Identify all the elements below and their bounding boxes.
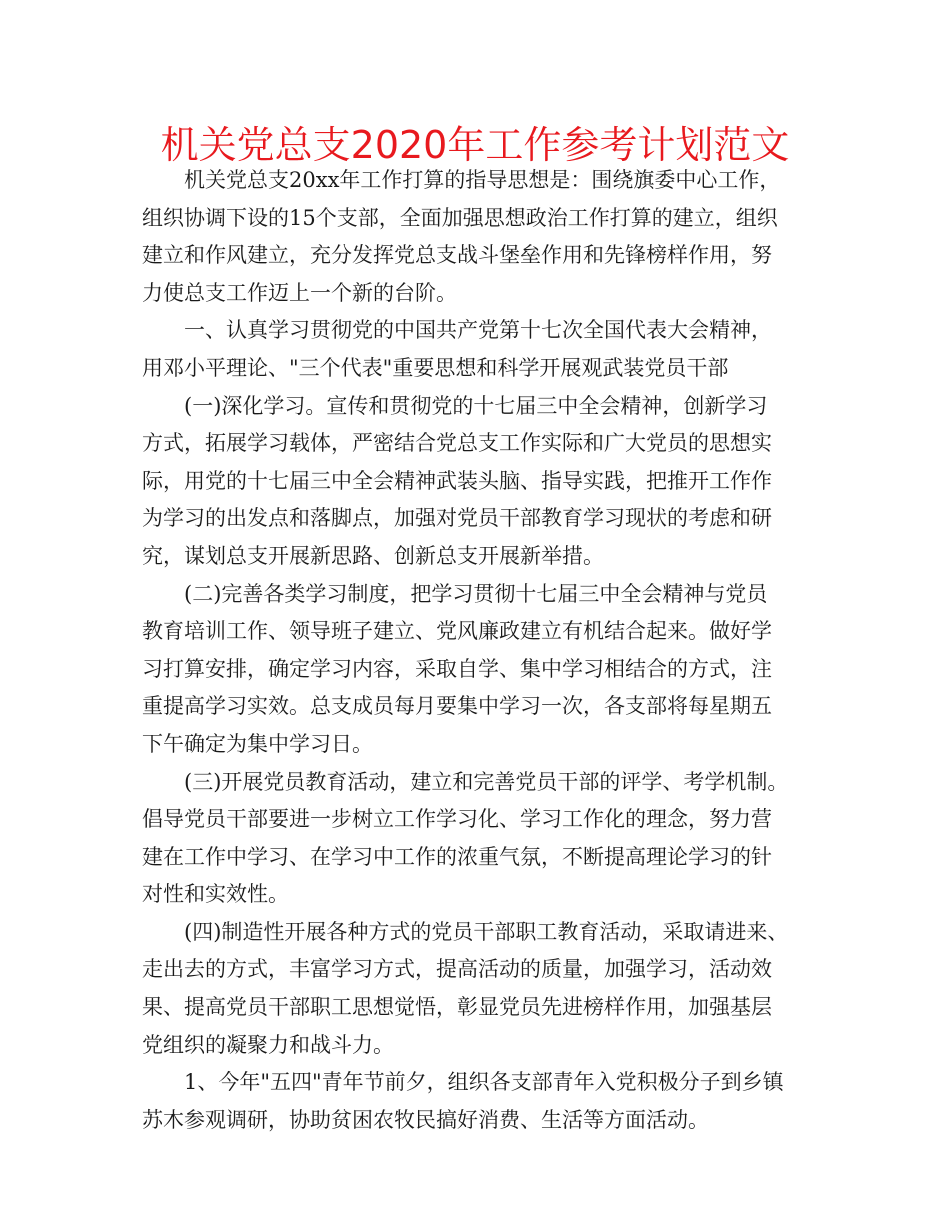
text-line: 组织协调下设的15个支部，全面加强思想政治工作打算的建立，组织 — [142, 205, 778, 230]
text-line: 果、提高党员干部职工思想觉悟，彰显党员先进榜样作用，加强基层 — [142, 995, 772, 1020]
text-line: 建在工作中学习、在学习中工作的浓重气氛，不断提高理论学习的针 — [142, 844, 772, 869]
paragraph-item-three — [142, 764, 822, 914]
text-line: 习打算安排，确定学习内容，采取自学、集中学习相结合的方式，注 — [142, 656, 772, 681]
text-line: (一)深化学习。宣传和贯彻党的十七届三中全会精神，创新学习 — [184, 393, 768, 418]
text-line: 方式，拓展学习载体，严密结合党总支工作实际和广大党员的思想实 — [142, 431, 772, 456]
text-line: (二)完善各类学习制度，把学习贯彻十七届三中全会精神与党员 — [184, 581, 768, 606]
paragraph-item-two — [142, 576, 822, 764]
paragraph-guiding-thought — [142, 162, 822, 312]
text-line: 教育培训工作、领导班子建立、党风廉政建立有机结合起来。做好学 — [142, 619, 772, 644]
text-line: 苏木参观调研，协助贫困农牧民搞好消费、生活等方面活动。 — [142, 1107, 709, 1132]
text-line: 党组织的凝聚力和战斗力。 — [142, 1032, 394, 1057]
text-line: 际，用党的十七届三中全会精神武装头脑、指导实践，把推开工作作 — [142, 468, 772, 493]
paragraph-section-one-heading — [142, 312, 822, 387]
text-line: (四)制造性开展各种方式的党员干部职工教育活动，采取请进来、 — [184, 919, 789, 944]
text-line: 力使总支工作迈上一个新的台阶。 — [142, 280, 457, 305]
text-line: 建立和作风建立，充分发挥党总支战斗堡垒作用和先锋榜样作用，努 — [142, 243, 772, 268]
text-line: 倡导党员干部要进一步树立工作学习化、学习工作化的理念，努力营 — [142, 807, 772, 832]
text-line: 下午确定为集中学习日。 — [142, 731, 373, 756]
text-line: 对性和实效性。 — [142, 882, 289, 907]
text-line: 1、今年"五四"青年节前夕，组织各支部青年入党积极分子到乡镇 — [184, 1070, 784, 1095]
text-line: 走出去的方式，丰富学习方式，提高活动的质量，加强学习，活动效 — [142, 957, 772, 982]
text-line: 一、认真学习贯彻党的中国共产党第十七次全国代表大会精神， — [184, 318, 772, 343]
document-title: 机关党总支2020年工作参考计划范文 — [160, 123, 790, 167]
paragraph-numbered-one — [142, 1064, 822, 1139]
text-line: 机关党总支20xx年工作打算的指导思想是：围绕旗委中心工作， — [184, 168, 781, 192]
paragraph-item-four — [142, 914, 822, 1064]
document-body — [142, 162, 822, 1139]
text-line: (三)开展党员教育活动，建立和完善党员干部的评学、考学机制。 — [184, 769, 789, 794]
text-line: 为学习的出发点和落脚点，加强对党员干部教育学习现状的考虑和研 — [142, 506, 772, 531]
text-line: 究，谋划总支开展新思路、创新总支开展新举措。 — [142, 543, 604, 568]
paragraph-item-one — [142, 388, 822, 576]
text-line: 用邓小平理论、"三个代表"重要思想和科学开展观武装党员干部 — [142, 355, 729, 380]
text-line: 重提高学习实效。总支成员每月要集中学习一次，各支部将每星期五 — [142, 694, 772, 719]
